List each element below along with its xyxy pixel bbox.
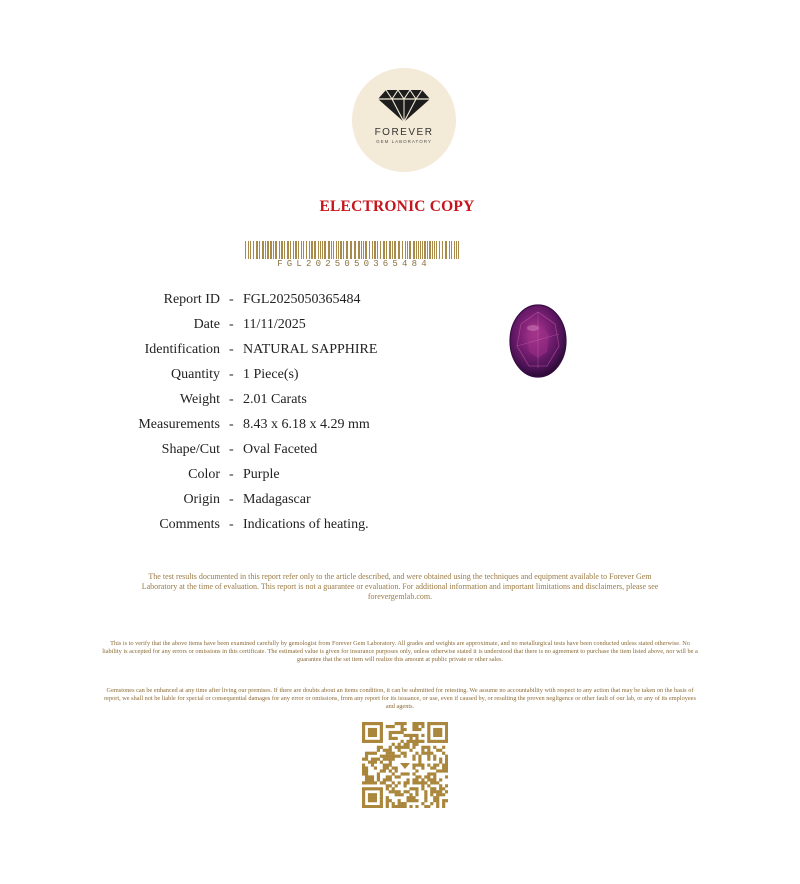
detail-value: 11/11/2025 [243,317,306,332]
detail-label: Origin [183,492,220,507]
detail-separator: - [229,392,234,407]
detail-label: Identification [144,342,220,357]
disclaimer-enhance: Gemstones can be enhanced at any time after living our premises. If there are doubts about an items condition, it can be submitted for retesting. We assume no accountability with respect to any action that may be taken on the basis of report, we shall not be liable for special or consequential damages for any error or omissions, from any report for its issuance, or use, even if caused by, or resulting the proven negligence or other fault of our lab, or any of its employees and agents. [104,687,696,710]
barcode [245,241,463,259]
logo-subtitle: GEM LABORATORY [376,139,432,144]
detail-value: Purple [243,467,280,482]
detail-separator: - [229,442,234,457]
detail-label: Quantity [171,367,220,382]
disclaimer-main: The test results documented in this report refer only to the article described, and were obtained using the techniques and equipment available to Forever Gem Laboratory at the time of evaluation. This report is not a guarantee or evaluation. For additional information and important limitations and disclaimers, please see forevergemlab.com. [141,572,659,601]
barcode-text: FGL2025050365484 [277,259,431,269]
detail-label: Date [193,317,220,332]
detail-label: Shape/Cut [161,442,220,457]
logo-name: FOREVER [374,127,434,138]
detail-separator: - [229,417,234,432]
detail-label: Weight [179,392,220,407]
detail-label: Measurements [138,417,220,432]
page-title: ELECTRONIC COPY [319,198,475,215]
detail-label: Report ID [163,292,220,307]
disclaimer-verify: This is to verify that the above items have been examined carefully by gemologist from Forever Gem Laboratory. All grades and weights are approximate, and no metallurgical tests have been conducted unless stated otherwise. No liability is accepted for any errors or omissions in this certificate. The estimated value is given for insurance purposes only, unless otherwise stated it is understood that there is no agreement to purchase the item listed above, nor will be a guarantee that the set item will realize this amount at public private or other sales. [102,640,698,663]
detail-value: 1 Piece(s) [243,367,299,382]
detail-label: Comments [159,517,220,532]
detail-separator: - [229,517,234,532]
detail-value: 8.43 x 6.18 x 4.29 mm [243,417,370,432]
detail-label: Color [188,467,220,482]
detail-separator: - [229,342,234,357]
diamond-logo-icon [376,88,432,124]
lab-logo [352,68,456,172]
detail-separator: - [229,492,234,507]
detail-separator: - [229,467,234,482]
detail-value: Oval Faceted [243,442,318,457]
detail-value: FGL2025050365484 [243,292,361,307]
detail-separator: - [229,292,234,307]
detail-value: Madagascar [243,492,311,507]
detail-value: Indications of heating. [243,517,369,532]
detail-separator: - [229,317,234,332]
gemstone-photo [507,302,569,380]
detail-value: NATURAL SAPPHIRE [243,342,378,357]
detail-separator: - [229,367,234,382]
qr-code [362,722,448,808]
detail-value: 2.01 Carats [243,392,307,407]
